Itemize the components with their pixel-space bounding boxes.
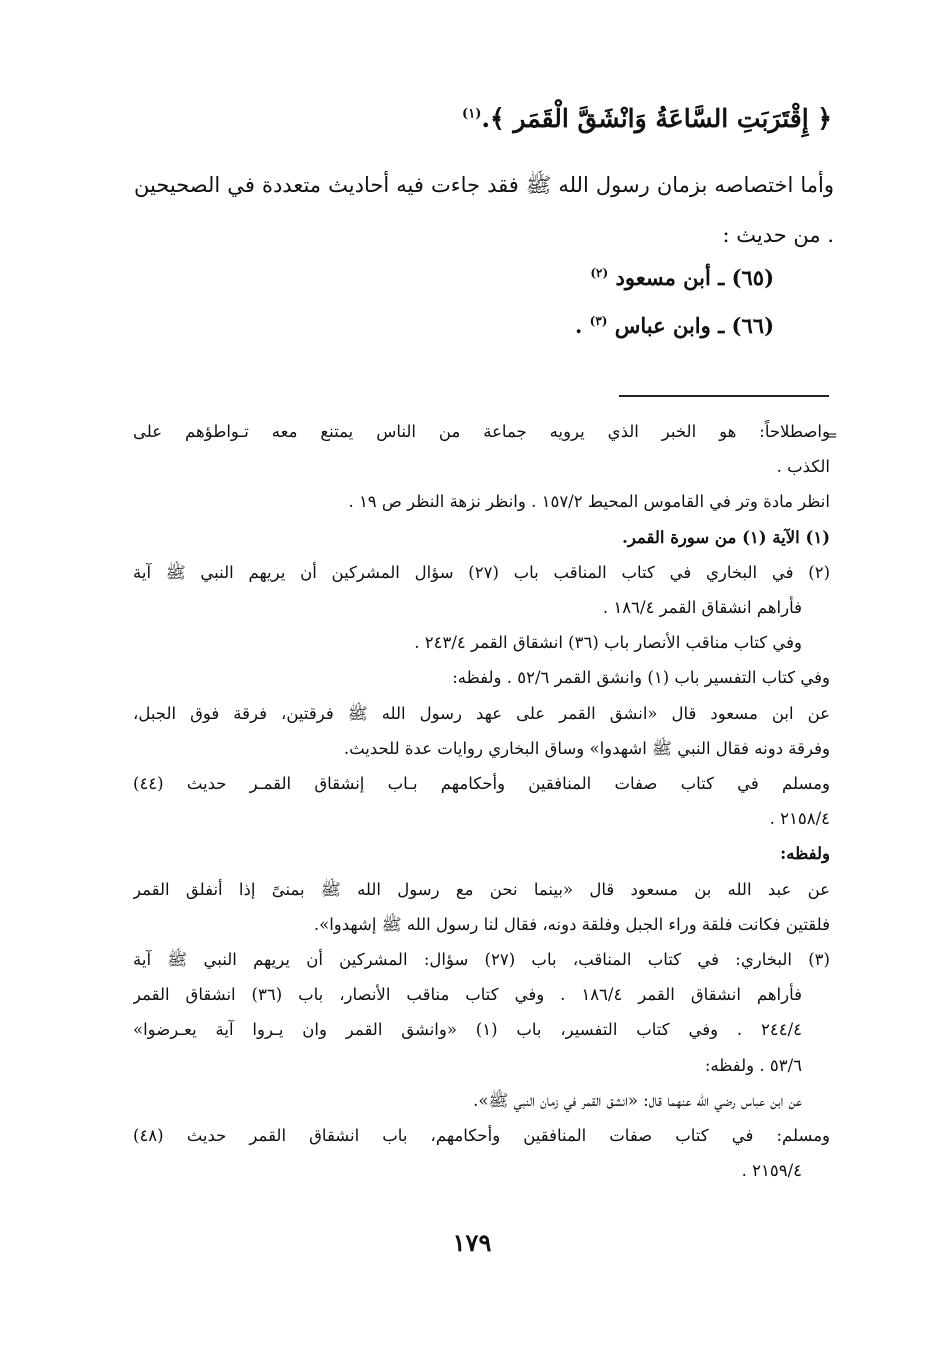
footnote-1: (١) الآية (١) من سورة القمر.: [622, 527, 830, 547]
footnote-line: واصطلاحاً: هو الخبر الذي يرويه جماعة من الناس يمتنع معه تـواطؤهم على: [133, 422, 830, 441]
page-number: ١٧٩: [452, 1228, 492, 1257]
footnote-line: عن ابن مسعود قال «انشق القمر على عهد رسول الله ﷺ فرقتين، فرقة فوق الجبل،: [133, 703, 830, 723]
footnote-line: فأراهم انشقاق القمر ١٨٦/٤ . وفي كتاب مناقب الأنصار، باب (٣٦) انشقاق القمر: [133, 985, 802, 1005]
footnote-line: فلقتين فكانت فلقة وراء الجبل وفلقة دونه، فقال لنا رسول الله ﷺ إشهدوا».: [313, 914, 830, 934]
footnote-separator: [619, 395, 829, 397]
footnote-line: وفي كتاب التفسير باب (١) وانشق القمر ٥٢/٦ . ولفظه:: [452, 668, 830, 688]
footnote-line: ولفظه:: [780, 844, 830, 864]
footnotes: [133, 414, 830, 1188]
hadith-item-65: [590, 265, 774, 290]
hadith-label: (٦٥) ـ أبن مسعود: [615, 265, 774, 290]
footnote-line: انظر مادة وتر في القاموس المحيط ١٥٧/٢ . وانظر نزهة النظر ص ١٩ .: [348, 492, 830, 512]
hadith-footnote-ref: (٣): [589, 314, 608, 328]
footnote-line: الكذب .: [776, 457, 830, 477]
footnote-line: عن عبد الله بن مسعود قال «بينما نحن مع رسول الله ﷺ بمنىً إذا أنفلق القمر: [133, 879, 830, 899]
footnote-line: ٢١٥٨/٤ .: [769, 809, 830, 829]
footnote-line: ومسلم: في كتاب صفات المنافقين وأحكامهم، باب انشقاق القمر حديث (٤٨): [133, 1126, 830, 1146]
hadith-end: .: [575, 313, 590, 338]
footnote-line: ٥٣/٦ . ولفظه:: [704, 1055, 802, 1075]
footnote-line: فأراهم انشقاق القمر ١٨٦/٤ .: [602, 598, 802, 618]
continuation-mark: =: [826, 428, 838, 444]
footnote-line: وفي كتاب مناقب الأنصار باب (٣٦) انشقاق القمر ٢٤٣/٤ .: [414, 633, 802, 653]
quran-verse-heading: [112, 104, 832, 133]
footnote-line: عن ابن عباس رضي الله عنهما قال: «انشق القمر في زمان النبي ﷺ».: [473, 1090, 802, 1110]
verse-text: ﴿ إِقْتَرَبَتِ السَّاعَةُ وَانْشَقَّ الْقَمَر ﴾.: [481, 104, 832, 133]
hadith-footnote-ref: (٢): [590, 266, 609, 280]
footnote-line: وفرقة دونه فقال النبي ﷺ اشهدوا» وساق البخاري روايات عدة للحديث.: [343, 738, 830, 758]
hadith-item-66: [575, 313, 774, 338]
footnote-line: ٢١٥٩/٤ .: [741, 1161, 802, 1181]
main-paragraph: وأما اختصاصه بزمان رسول الله ﷺ فقد جاءت فيه أحاديث متعددة في الصحيحين . من حديث :: [134, 173, 834, 247]
hadith-label: (٦٦) ـ وابن عباس: [614, 313, 774, 338]
footnote-3: (٣) البخاري: في كتاب المناقب، باب (٢٧) سؤال: المشركين أن يريهم النبي ﷺ آية: [133, 950, 830, 970]
footnote-line: ومسلم في كتاب صفات المنافقين وأحكامهم بـاب إنشقاق القمـر حديث (٤٤): [133, 774, 830, 794]
footnote-2: (٢) في البخاري في كتاب المناقب باب (٢٧) سؤال المشركين أن يريهم النبي ﷺ آية: [133, 562, 830, 582]
verse-footnote-ref: (١): [462, 106, 482, 122]
footnote-line: ٢٤٤/٤ . وفي كتاب التفسير، باب (١) «وانشق القمر وان يـروا آية يعـرضوا»: [133, 1020, 802, 1040]
